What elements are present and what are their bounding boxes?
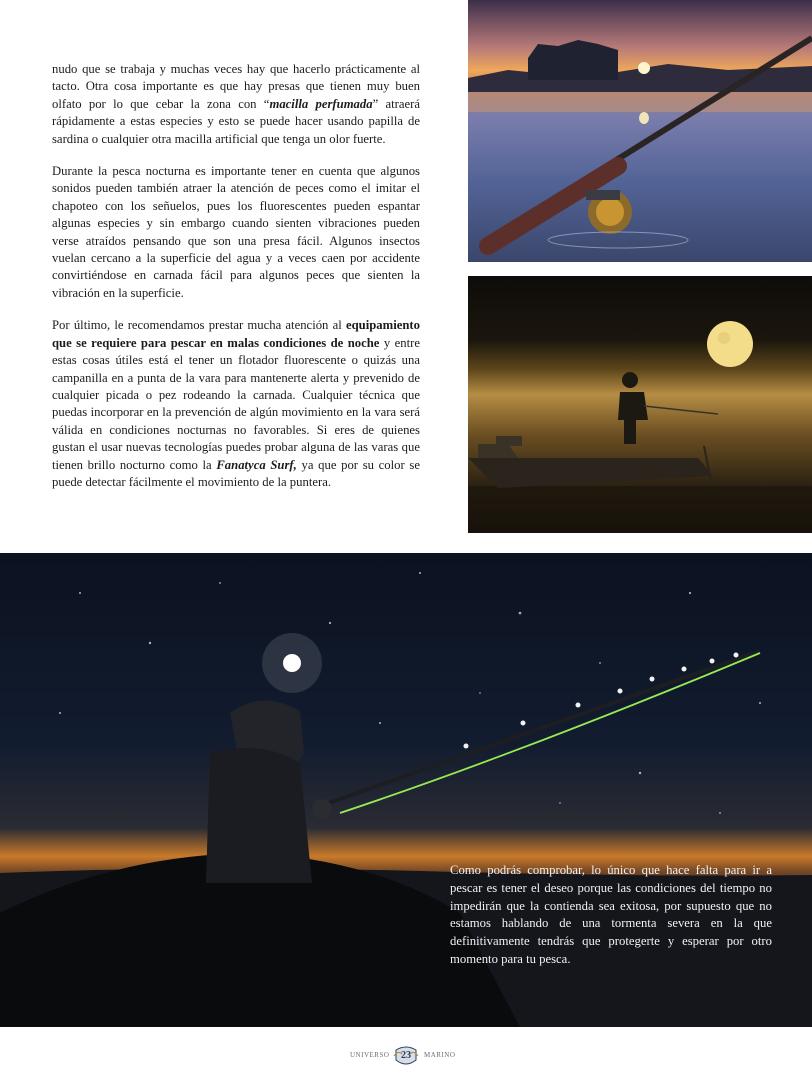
paragraph-2: Durante la pesca nocturna es importante tener en cuenta que algunos sonidos pueden también atraer la atención de peces como el imitar el chapoteo con los señuelos, pues los fluorescentes pueden espantar algunas especies y sin embargo cuando sienten vibraciones pueden verse atraídos pensando que son una presa fácil. Algunos insectos vuelan cercano a la superficie del agua y a veces caen por accidente convirtiéndose en carnada fácil para algunos peces que sienten la vibración en la superficie. bbox=[52, 164, 420, 300]
rod-sunset-illustration bbox=[468, 0, 812, 262]
page-number: 23 bbox=[401, 1050, 411, 1061]
boat-moon-illustration bbox=[468, 276, 812, 533]
highlight-equipment: equipamiento que se requiere para pescar en malas condiciones de noche bbox=[52, 318, 420, 350]
photo-boat-full-moon bbox=[468, 276, 812, 533]
paragraph-3: Por último, le recomendamos prestar mucha atención al equipamiento que se requiere para pescar en malas condiciones de noche y entre estas cosas útiles está el tener un flotador fluorescente o quizás una campanilla en a punta de la vara para mantenerte alerta y prevenido de cualquier picada o pez rodeando la carnada. Cualquier técnica que puedas incorporar en la prevención de algún movimiento en la vara será válida en condiciones nocturnas no favorables. Si eres de quienes gustan el usar nuevas tecnologías puedes probar alguna de las varas que tienen brillo nocturno como la Fanatyca Surf, ya que por su color se puede detectar fácilmente el movimiento de la puntera. bbox=[52, 318, 420, 489]
paragraph-1: nudo que se trabaja y muchas veces hay que hacerlo prácticamente al tacto. Otra cosa importante es que hay presas que tienen muy buen olfato por lo que cebar la zona con “macilla perfumada” atraerá rápidamente a estas especies y esto se puede hacer usando papilla de sardina o cualquier otra macilla artificial que tenga un olor fuerte. bbox=[52, 62, 421, 146]
product-name: Fanatyca Surf, bbox=[216, 457, 297, 472]
photo-fishing-rod-sunset bbox=[468, 0, 812, 262]
footer-brand-left: UNIVERSO bbox=[350, 1051, 390, 1059]
photo-caption: Como podrás comprobar, lo único que hace falta para ir a pescar es tener el deseo porque las condiciones del tiempo no impedirán que la contienda sea exitosa, por supuesto que no estamos hablando de una tormenta severa en la que definitivamente tendrás que protegerte y esperar por otro momento para tu pesca. bbox=[450, 863, 772, 966]
article-text bbox=[52, 61, 420, 506]
highlight-macilla: macilla perfumada bbox=[269, 96, 373, 111]
page-footer bbox=[0, 1042, 812, 1070]
footer-brand-right: MARINO bbox=[424, 1051, 456, 1059]
